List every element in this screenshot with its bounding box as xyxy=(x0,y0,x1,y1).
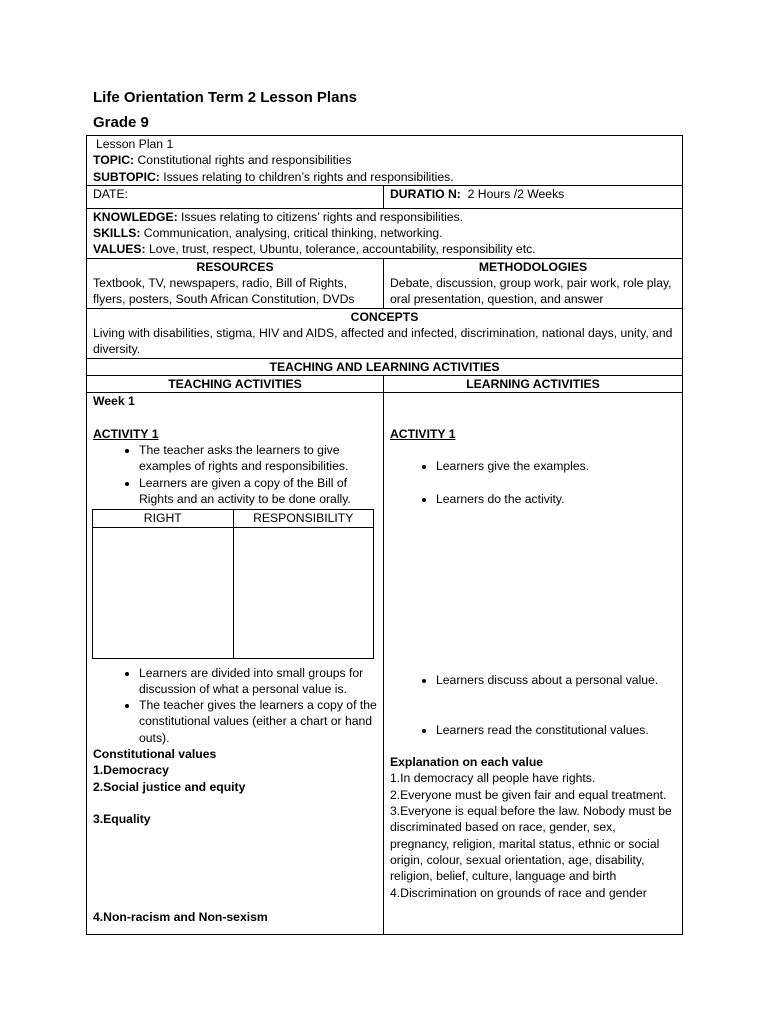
knowledge-value: Issues relating to citizens’ rights and responsibilities. xyxy=(181,209,464,224)
rights-responsibility-table xyxy=(92,509,374,658)
teaching-bullets-b xyxy=(93,665,377,746)
list-item: • Learners give the examples. xyxy=(436,458,676,474)
learning-activity-title: ACTIVITY 1 xyxy=(390,426,456,441)
skills-value: Communication, analysing, critical thinking, networking. xyxy=(143,226,443,241)
lesson-plan-label: Lesson Plan 1 xyxy=(96,137,174,151)
subtopic-label: SUBTOPIC: xyxy=(93,169,160,184)
header-row xyxy=(87,136,683,186)
tla-header-row xyxy=(87,358,683,375)
list-item: • Learners are divided into small groups for discussion of what a personal value is. xyxy=(139,665,377,698)
learning-bullets xyxy=(390,722,676,738)
value-item: 3.Equality xyxy=(93,812,151,827)
list-item: • The teacher gives the learners a copy of the constitutional values (either a chart or hand outs). xyxy=(139,697,377,746)
duration-value: 2 Hours /2 Weeks xyxy=(467,186,565,201)
activities-body-row xyxy=(87,393,683,935)
explanation-item: 1.In democracy all people have rights. xyxy=(390,771,596,786)
value-item: 2.Social justice and equity xyxy=(93,779,246,794)
list-item: • Learners discuss about a personal value. xyxy=(436,672,676,688)
values-label: VALUES: xyxy=(93,242,146,257)
list-item: • Learners read the constitutional values. xyxy=(436,722,676,738)
subtopic-value: Issues relating to children’s rights and responsibilities. xyxy=(163,169,454,184)
topic-value: Constitutional rights and responsibilities xyxy=(137,153,352,168)
date-row xyxy=(87,185,683,208)
constitutional-values-heading: Constitutional values xyxy=(93,747,217,762)
learning-bullets xyxy=(390,491,676,507)
values-value: Love, trust, respect, Ubuntu, tolerance, accountability, responsibility etc. xyxy=(148,242,536,257)
week-label: Week 1 xyxy=(93,394,135,409)
concepts-row xyxy=(87,308,683,358)
topic-label: TOPIC: xyxy=(93,153,135,168)
tla-header: TEACHING AND LEARNING ACTIVITIES xyxy=(269,359,500,374)
list-item: • The teacher asks the learners to give examples of rights and responsibilities. xyxy=(139,442,377,475)
methodologies-header: METHODOLOGIES xyxy=(478,259,588,274)
document-grade: Grade 9 xyxy=(93,114,149,131)
teaching-activities-header: TEACHING ACTIVITIES xyxy=(168,376,302,391)
value-item: 4.Non-racism and Non-sexism xyxy=(93,909,268,924)
activities-header-row xyxy=(87,375,683,392)
teaching-bullets-a xyxy=(93,442,377,507)
knowledge-label: KNOWLEDGE: xyxy=(93,209,178,224)
explanation-item: 3.Everyone is equal before the law. Nobody must be discriminated based on race, gender, sex, pregnancy, religion, marital status, ethnic or social origin, colour, sexual orientation, age, disability, religion, belief, culture, language and birth xyxy=(390,804,672,884)
skills-label: SKILLS: xyxy=(93,226,141,241)
resources-methodologies-row xyxy=(87,258,683,308)
methodologies-value: Debate, discussion, group work, pair work, role play, oral presentation, question, and answer xyxy=(390,276,672,307)
concepts-header: CONCEPTS xyxy=(350,309,419,324)
list-item: • Learners are given a copy of the Bill of Rights and an activity to be done orally. xyxy=(139,475,377,508)
value-item: 1.Democracy xyxy=(93,763,169,778)
lesson-plan xyxy=(86,135,682,935)
learning-activities-header: LEARNING ACTIVITIES xyxy=(466,376,600,391)
resources-value: Textbook, TV, newspapers, radio, Bill of Rights, flyers, posters, South African Constitution, DVDs xyxy=(93,276,355,307)
right-column-header: RIGHT xyxy=(93,510,234,527)
explanation-heading: Explanation on each value xyxy=(390,755,544,770)
responsibility-column-header: RESPONSIBILITY xyxy=(233,510,374,527)
lesson-plan-table xyxy=(86,135,683,935)
date-label: DATE: xyxy=(93,186,128,201)
concepts-value: Living with disabilities, stigma, HIV and AIDS, affected and infected, discrimination, national days, unity, and diversity. xyxy=(93,325,673,357)
document-title: Life Orientation Term 2 Lesson Plans xyxy=(93,89,357,106)
duration-label: DURATIO N: xyxy=(390,186,461,201)
teaching-activity-title: ACTIVITY 1 xyxy=(93,426,159,441)
ksv-row xyxy=(87,208,683,258)
learning-bullets xyxy=(390,672,676,688)
learning-bullets xyxy=(390,458,676,474)
responsibility-column-cell xyxy=(233,527,374,658)
explanation-item: 4.Discrimination on grounds of race and gender xyxy=(390,885,647,900)
list-item: • Learners do the activity. xyxy=(436,491,676,507)
right-column-cell xyxy=(93,527,234,658)
explanation-item: 2.Everyone must be given fair and equal treatment. xyxy=(390,787,667,802)
resources-header: RESOURCES xyxy=(196,259,274,274)
